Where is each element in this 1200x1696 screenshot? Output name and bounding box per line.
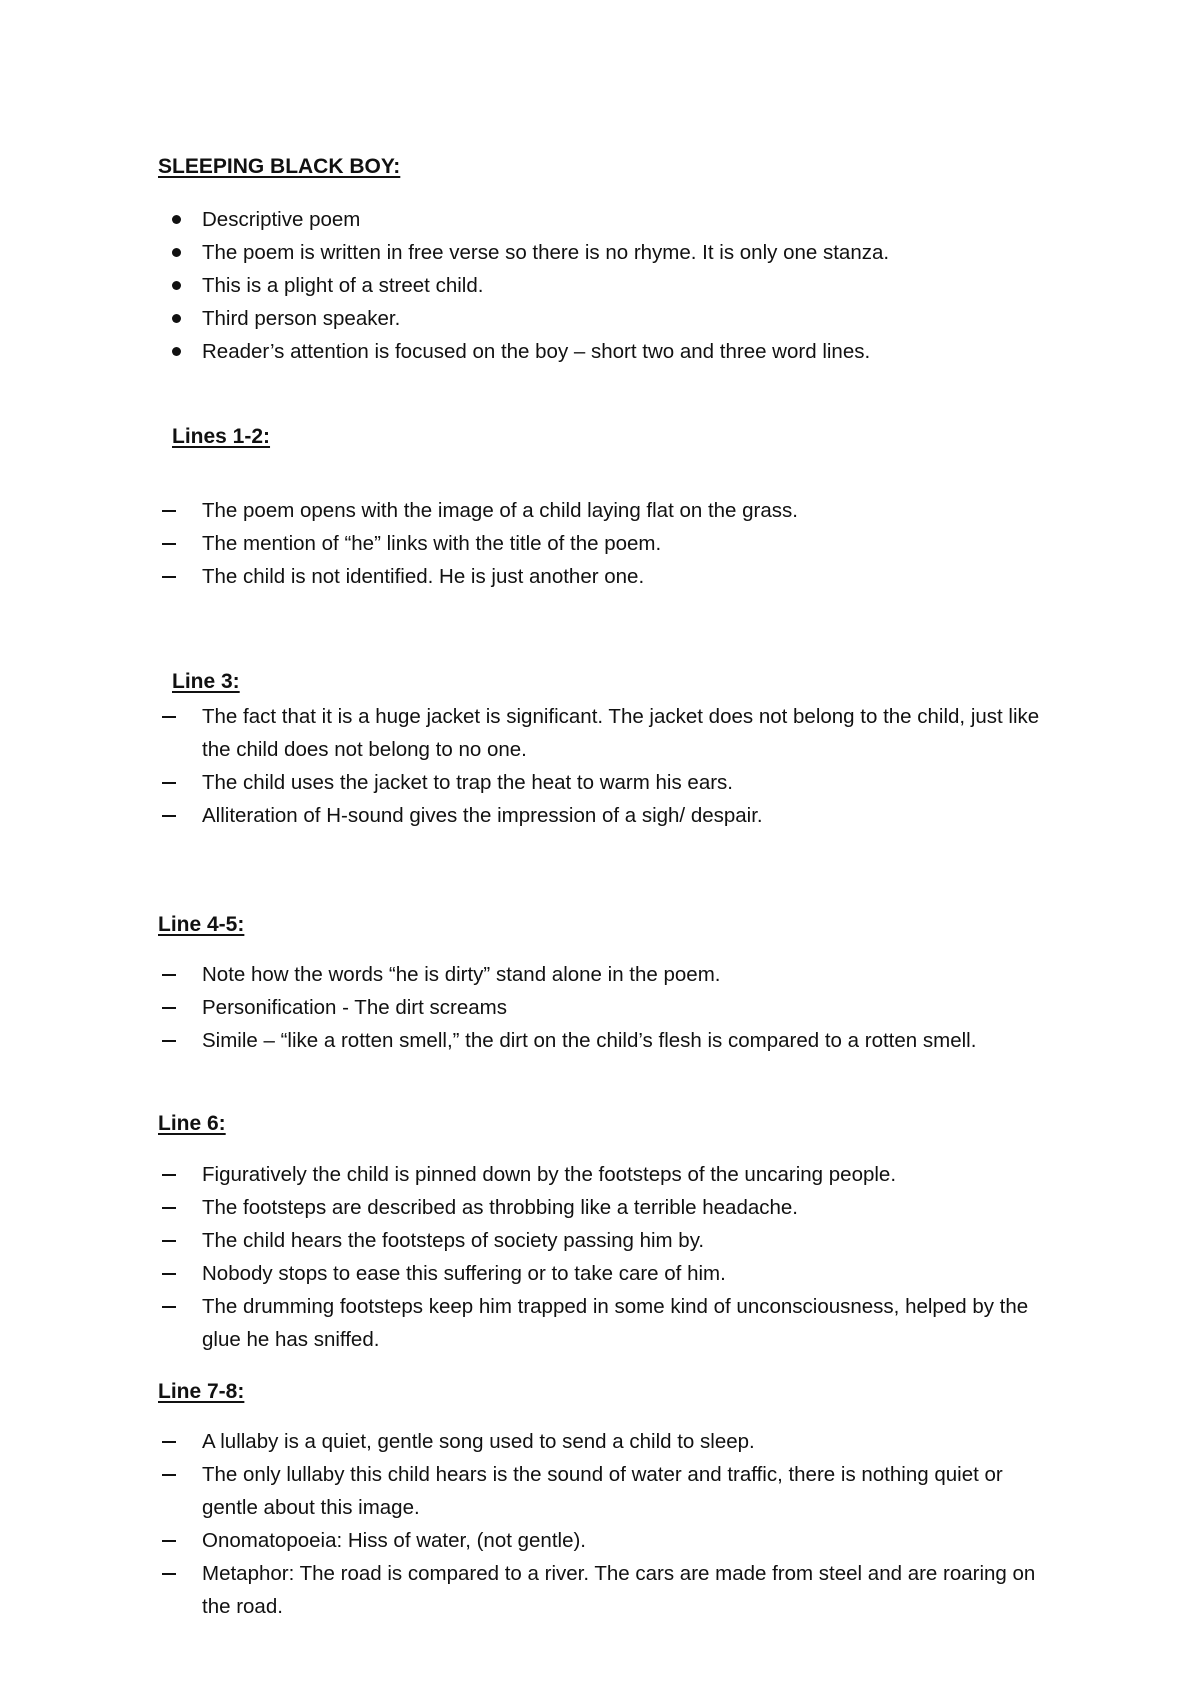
- dash-icon: [162, 1306, 176, 1308]
- section-heading-lines-1-2: Lines 1-2:: [172, 425, 271, 448]
- list-item: Nobody stops to ease this suffering or to take care of him.: [160, 1257, 1040, 1290]
- intro-bullet-list: [160, 203, 1040, 368]
- list-item: Personification - The dirt screams: [160, 991, 1040, 1024]
- dash-icon: [162, 1207, 176, 1209]
- list-item: Third person speaker.: [160, 302, 1040, 335]
- list-item: The poem is written in free verse so there is no rhyme. It is only one stanza.: [160, 236, 1040, 269]
- list-item: The child hears the footsteps of society passing him by.: [160, 1224, 1040, 1257]
- dash-icon: [162, 1040, 176, 1042]
- dash-icon: [162, 716, 176, 718]
- bullet-icon: [172, 314, 181, 323]
- dash-icon: [162, 782, 176, 784]
- list-item: Onomatopoeia: Hiss of water, (not gentle).: [160, 1524, 1040, 1557]
- section-list-line-4-5: [160, 958, 1040, 1057]
- dash-icon: [162, 1474, 176, 1476]
- list-item: Metaphor: The road is compared to a river. The cars are made from steel and are roaring on the road.: [160, 1557, 1040, 1623]
- dash-icon: [162, 1540, 176, 1542]
- list-item: The child is not identified. He is just another one.: [160, 560, 1040, 593]
- dash-icon: [162, 1007, 176, 1009]
- section-heading-line-3: Line 3:: [172, 670, 240, 693]
- list-item: This is a plight of a street child.: [160, 269, 1040, 302]
- section-heading-line-7-8: Line 7-8:: [158, 1380, 245, 1403]
- dash-icon: [162, 815, 176, 817]
- bullet-icon: [172, 347, 181, 356]
- section-list-line-3: [160, 700, 1040, 832]
- section-list-line-7-8: [160, 1425, 1040, 1623]
- list-item: The footsteps are described as throbbing like a terrible headache.: [160, 1191, 1040, 1224]
- list-item: Descriptive poem: [160, 203, 1040, 236]
- list-item: Reader’s attention is focused on the boy – short two and three word lines.: [160, 335, 1040, 368]
- dash-icon: [162, 1441, 176, 1443]
- bullet-icon: [172, 215, 181, 224]
- list-item: The poem opens with the image of a child laying flat on the grass.: [160, 494, 1040, 527]
- dash-icon: [162, 1174, 176, 1176]
- list-item: The drumming footsteps keep him trapped in some kind of unconsciousness, helped by the glue he has sniffed.: [160, 1290, 1040, 1356]
- dash-icon: [162, 510, 176, 512]
- dash-icon: [162, 1240, 176, 1242]
- dash-icon: [162, 1273, 176, 1275]
- list-item: The child uses the jacket to trap the heat to warm his ears.: [160, 766, 1040, 799]
- dash-icon: [162, 1573, 176, 1575]
- section-list-lines-1-2: [160, 494, 1040, 593]
- list-item: A lullaby is a quiet, gentle song used to send a child to sleep.: [160, 1425, 1040, 1458]
- section-heading-line-4-5: Line 4-5:: [158, 913, 245, 936]
- page-title: SLEEPING BLACK BOY:: [158, 155, 401, 178]
- list-item: The only lullaby this child hears is the sound of water and traffic, there is nothing quiet or gentle about this image.: [160, 1458, 1040, 1524]
- bullet-icon: [172, 248, 181, 257]
- list-item: The mention of “he” links with the title of the poem.: [160, 527, 1040, 560]
- dash-icon: [162, 576, 176, 578]
- list-item: Note how the words “he is dirty” stand alone in the poem.: [160, 958, 1040, 991]
- section-heading-line-6: Line 6:: [158, 1112, 226, 1135]
- list-item: Simile – “like a rotten smell,” the dirt on the child’s flesh is compared to a rotten smell.: [160, 1024, 1040, 1057]
- dash-icon: [162, 974, 176, 976]
- list-item: Alliteration of H-sound gives the impression of a sigh/ despair.: [160, 799, 1040, 832]
- list-item: The fact that it is a huge jacket is significant. The jacket does not belong to the child, just like the child does not belong to no one.: [160, 700, 1040, 766]
- section-list-line-6: [160, 1158, 1040, 1356]
- bullet-icon: [172, 281, 181, 290]
- list-item: Figuratively the child is pinned down by the footsteps of the uncaring people.: [160, 1158, 1040, 1191]
- dash-icon: [162, 543, 176, 545]
